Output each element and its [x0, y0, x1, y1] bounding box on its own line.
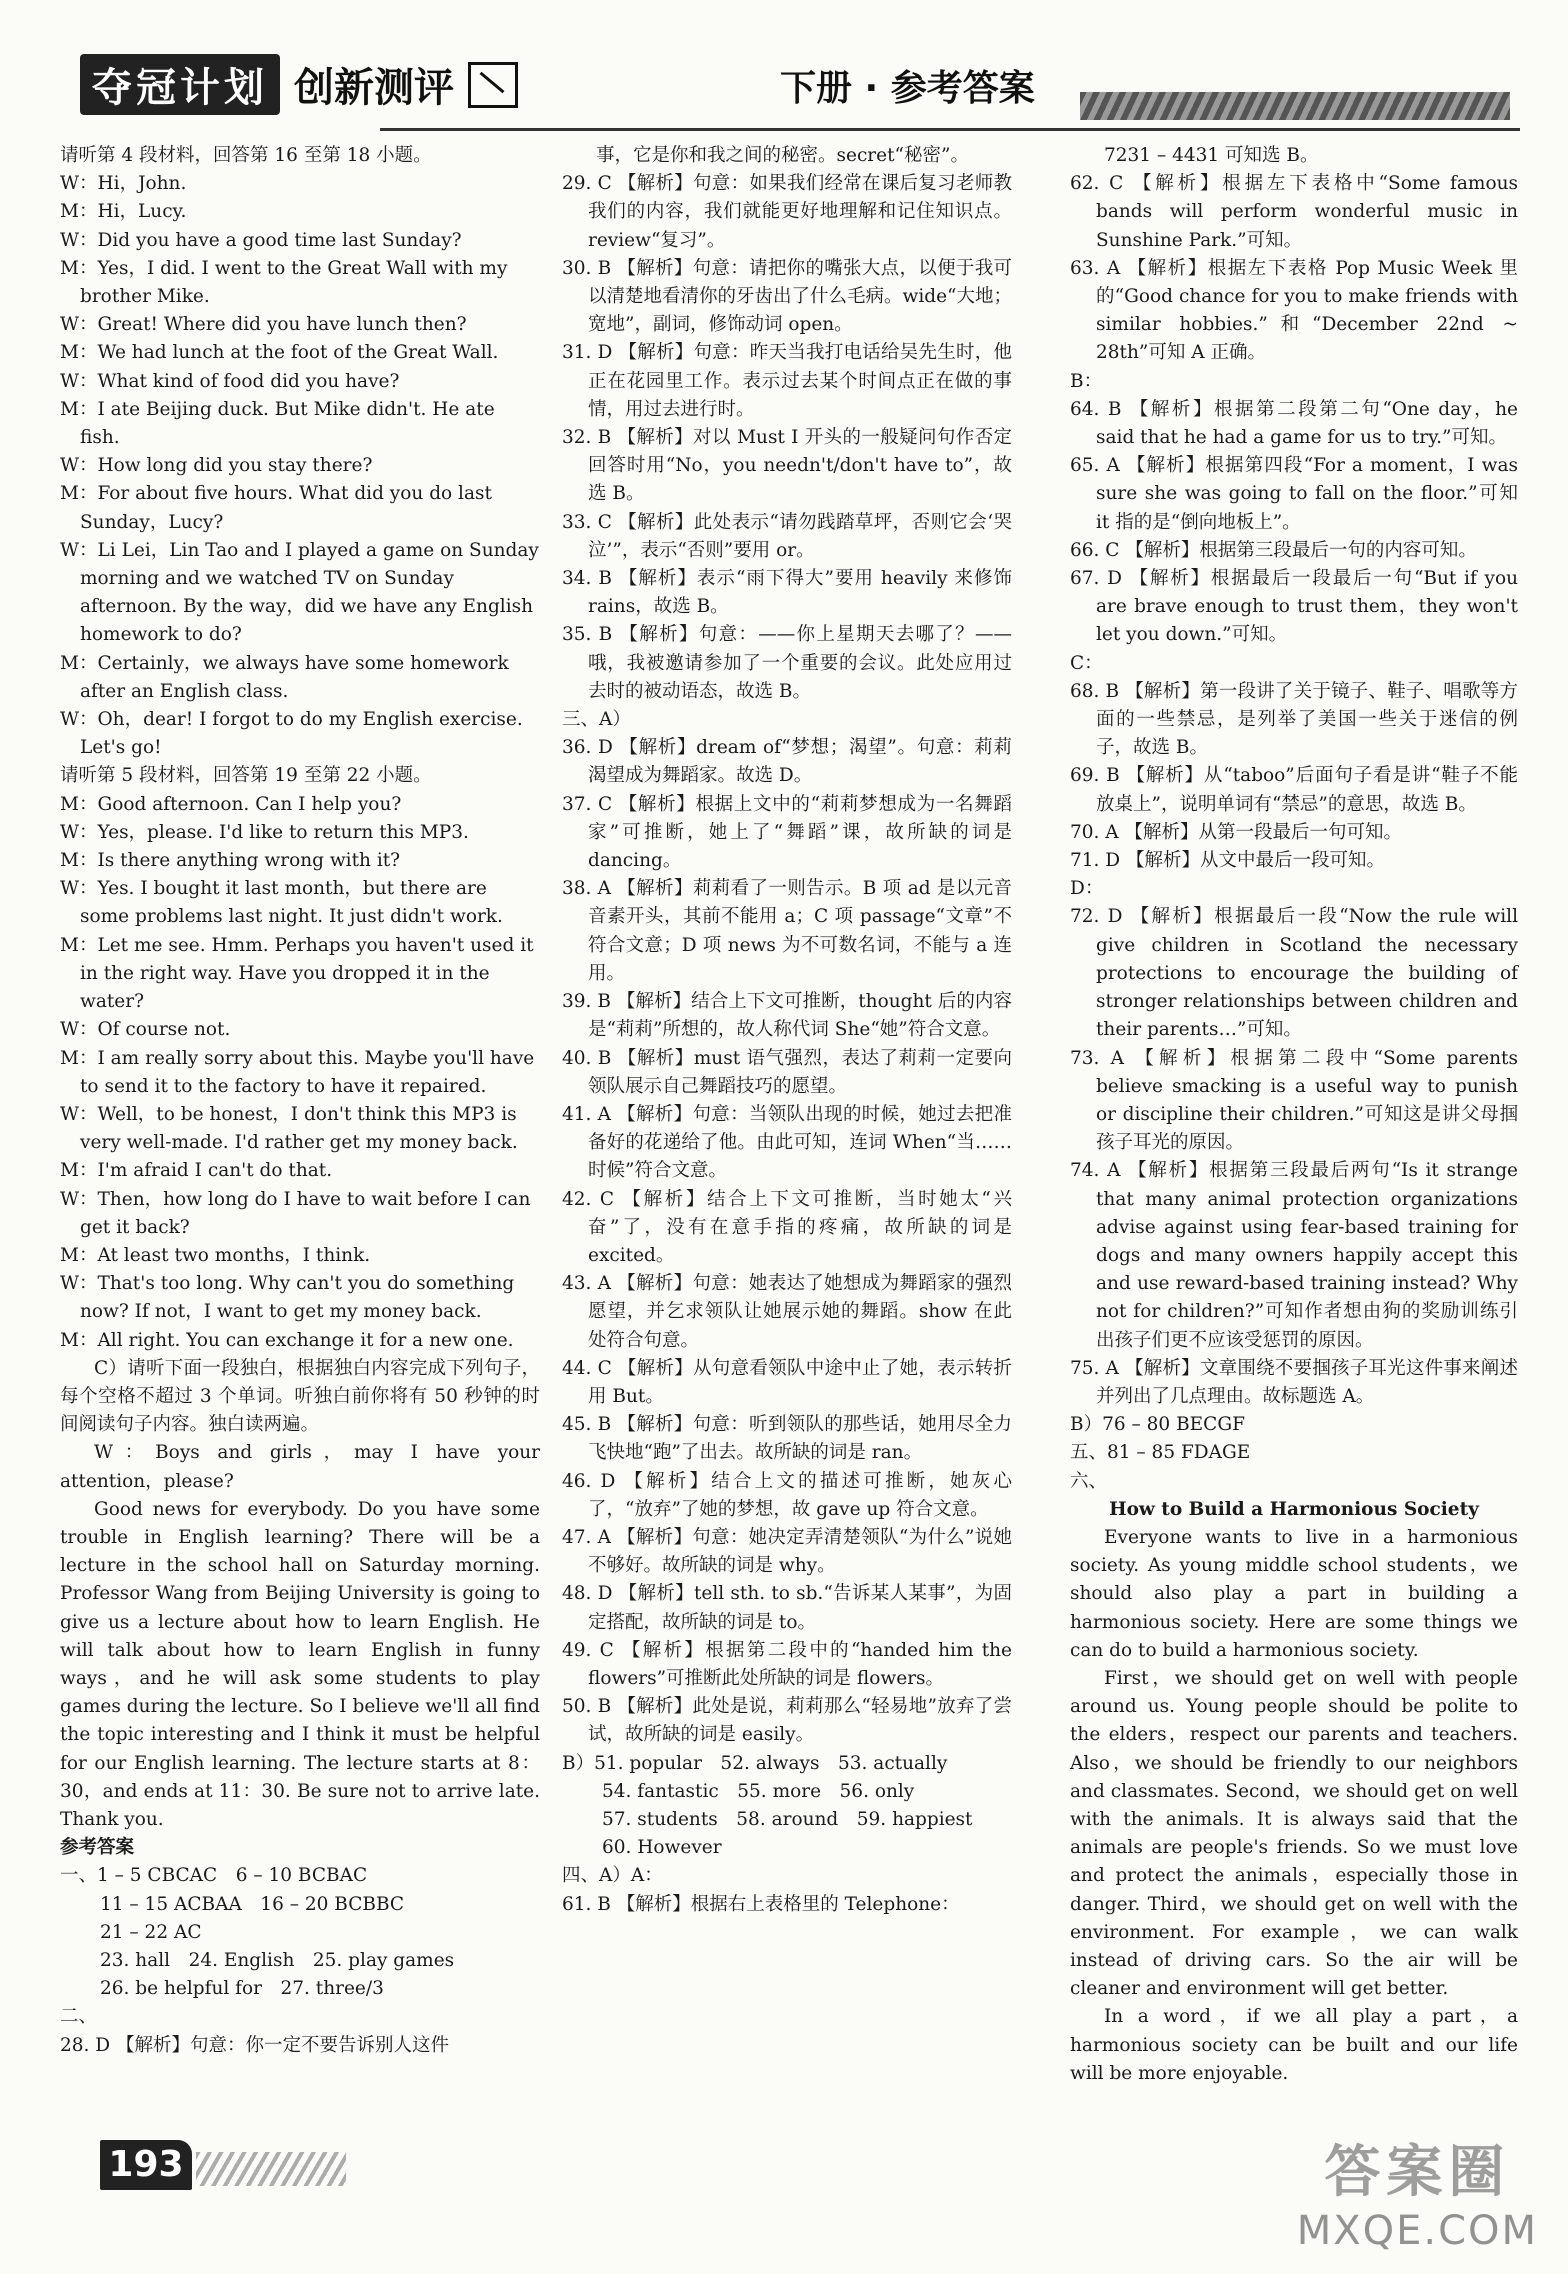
column-right [1070, 142, 1518, 2088]
page-header [0, 0, 1568, 140]
col1-line: 请听第 5 段材料，回答第 19 至第 22 小题。 [60, 765, 432, 787]
col2-line: 32. B 【解析】对以 Must I 开头的一般疑问句作否定回答时用“No，you needn't/don't have to”，故选 B。 [562, 427, 1012, 505]
col2-line: 54. fantastic 55. more 56. only [602, 1780, 915, 1802]
col1-line: W：Boys and girls，may I have your attention，please? [60, 1442, 540, 1492]
col2-line: 49. C 【解析】根据第二段中的“handed him the flowers”可推断此处所缺的词是 flowers。 [562, 1639, 1012, 1689]
col1-line: W：Hi，John. [60, 173, 187, 195]
col1-line: M：I ate Beijing duck. But Mike didn't. He ate fish. [60, 398, 495, 449]
brand-logo: 夺冠计划 [80, 54, 280, 115]
brand-subtitle: 创新测评 [294, 65, 454, 111]
col1-line: W：Well，to be honest，I don't think this MP3 is very well-made. I'd rather get my money back. [60, 1103, 518, 1154]
col2-line: 30. B 【解析】句意：请把你的嘴张大点，以便于我可以清楚地看清你的牙齿出了什么毛病。wide“大地；宽地”，副词，修饰动词 open。 [562, 257, 1013, 336]
col3-line: B： [1070, 370, 1103, 392]
col1-line: W：How long did you stay there? [60, 455, 373, 477]
col1-line: M：Good afternoon. Can I help you? [60, 793, 402, 815]
col1-line: 28. D 【解析】句意：你一定不要告诉别人这件 [60, 2034, 450, 2056]
col3-line: 74. A 【解析】根据第三段最后两句“Is it strange that many animal protection organizations advise against using fear-based training for dogs and many owners happily accept this and use reward-based training instead? Why not for children?”可知作者想由狗的奖励训练引出孩子们更不应该受惩罚的原因。 [1070, 1160, 1518, 1351]
col3-line: In a word，if we all play a part，a harmonious society can be built and our life will be more enjoyable. [1070, 2006, 1518, 2084]
col2-line: 42. C 【解析】结合上下文可推断，当时她太“兴奋”了，没有在意手指的疼痛，故所缺的词是 excited。 [562, 1188, 1012, 1266]
col3-line: 64. B 【解析】根据第二段第二句“One day，he said that he had a game for us to try.”可知。 [1070, 398, 1518, 449]
watermark-seal: 答案圈 [1324, 2140, 1511, 2205]
col2-line: 34. B 【解析】表示“雨下得大”要用 heavily 来修饰 rains，故选 B。 [562, 568, 1012, 618]
header-rule [380, 128, 1520, 131]
col1-line: 请听第 4 段材料，回答第 16 至第 18 小题。 [60, 145, 432, 166]
col1-line: W：Then，how long do I have to wait before I can get it back? [60, 1188, 531, 1238]
col1-line: M：For about five hours. What did you do last Sunday，Lucy? [60, 483, 492, 533]
col3-line: How to Build a Harmonious Society [1109, 1498, 1479, 1520]
col1-line: 23. hall 24. English 25. play games [100, 1950, 455, 1971]
col3-line: 六、 [1070, 1470, 1108, 1492]
footer-decor [196, 2152, 346, 2186]
col2-line: 40. B 【解析】must 语气强烈，表达了莉莉一定要向领队展示自己舞蹈技巧的愿望。 [562, 1047, 1012, 1097]
col3-line: 66. C 【解析】根据第三段最后一句的内容可知。 [1070, 539, 1477, 561]
col2-line: 61. B 【解析】根据右上表格里的 Telephone： [562, 1893, 960, 1915]
col2-line: 事，它是你和我之间的秘密。secret“秘密”。 [596, 145, 969, 166]
col2-line: 41. A 【解析】句意：当领队出现的时候，她过去把准备好的花递给了他。由此可知，连词 When“当……时候”符合文意。 [562, 1103, 1012, 1182]
col1-line: M：We had lunch at the foot of the Great Wall. [60, 342, 499, 364]
col1-line: M：Is there anything wrong with it? [60, 850, 401, 872]
col1-line: M：At least two months，I think. [60, 1244, 371, 1266]
col3-line: B）76 – 80 BECGF [1070, 1414, 1245, 1436]
col2-line: 33. C 【解析】此处表示“请勿践踏草坪，否则它会‘哭泣’”，表示“否则”要用 or。 [562, 511, 1012, 561]
col3-line: 67. D 【解析】根据最后一段最后一句“But if you are brave enough to trust them，they won't let you down.”可知。 [1070, 568, 1518, 646]
page-footer [100, 2140, 240, 2200]
col2-line: 47. A 【解析】句意：她决定弄清楚领队“为什么”说她不够好。故所缺的词是 why。 [562, 1526, 1012, 1577]
col3-line: 70. A 【解析】从第一段最后一句可知。 [1070, 821, 1403, 843]
watermark-url: MXQE.COM [1296, 2208, 1538, 2254]
col3-line: Everyone wants to live in a harmonious society. As young middle school students，we should also play a part in building a harmonious society. Here are some things we can do to build a harmonious society. [1070, 1526, 1518, 1661]
col1-line: M：All right. You can exchange it for a new one. [60, 1329, 514, 1351]
col2-line: 35. B 【解析】句意：——你上星期天去哪了？——哦，我被邀请参加了一个重要的会议。此处应用过去时的被动语态，故选 B。 [562, 624, 1012, 702]
col3-line: C： [1070, 652, 1103, 674]
col3-line: D： [1070, 878, 1104, 900]
col3-line: 72. D 【解析】根据最后一段“Now the rule will give children in Scotland the necessary protections to encourage the building of stronger relationships between children and their parents…”可知。 [1070, 906, 1518, 1041]
col3-line: 73. A 【解析】根据第二段中“Some parents believe smacking is a useful way to punish or discipline their children.”可知这是讲父母掴孩子耳光的原因。 [1070, 1047, 1518, 1154]
col2-line: 38. A 【解析】莉莉看了一则告示。B 项 ad 是以元音音素开头，其前不能用 a；C 项 passage“文章”不符合文意；D 项 news 为不可数名词，不能与 a 连用。 [562, 878, 1012, 984]
section-title: 下册 · 参考答案 [780, 68, 1035, 109]
col3-line: 65. A 【解析】根据第四段“For a moment，I was sure she was going to fall on the floor.”可知 it 指的是“倒向地板上”。 [1070, 455, 1518, 533]
col1-line: M：I am really sorry about this. Maybe you'll have to send it to the factory to have it repaired. [60, 1047, 535, 1097]
col1-line: Good news for everybody. Do you have some trouble in English learning? There will be a lecture in the school hall on Saturday morning. Professor Wang from Beijing University is going to give us a lecture about how to learn English. He will talk about how to learn English in funny ways，and he will ask some students to play games during the lecture. So I believe we'll all find the topic interesting and I think it must be helpful for our English learning. The lecture starts at 8：30，and ends at 11：30. Be sure not to arrive late. Thank you. [60, 1498, 540, 1830]
col1-line: W：Great! Where did you have lunch then? [60, 314, 467, 336]
col3-line: 71. D 【解析】从文中最后一段可知。 [1070, 850, 1386, 872]
col2-line: 60. However [602, 1837, 722, 1859]
page-number: 193 [100, 2140, 192, 2190]
column-left [60, 142, 540, 2060]
col2-line: 39. B 【解析】结合上下文可推断，thought 后的内容是“莉莉”所想的，故人称代词 She“她”符合文意。 [562, 991, 1012, 1041]
col1-line: M：Hi，Lucy. [60, 201, 187, 223]
col1-line: W：That's too long. Why can't you do something now? If not，I want to get my money back. [60, 1273, 515, 1323]
col2-line: 45. B 【解析】句意：听到领队的那些话，她用尽全力飞快地“跑”了出去。故所缺的词是 ran。 [562, 1414, 1012, 1464]
col3-line: First，we should get on well with people around us. Young people should be polite to the elders，respect our parents and teachers. Also，we should be friendly to our neighbors and classmates. Second，we should get on well with the animals. It is always said that the animals are people's friends. So we must love and protect the animals，especially those in danger. Third，we should get on well with the environment. For example，we can walk instead of driving cars. So the air will be cleaner and environment will get better. [1070, 1667, 1518, 2000]
header-decor-bar [1080, 92, 1510, 120]
col2-line: 57. students 58. around 59. happiest [602, 1808, 973, 1830]
col2-line: 29. C 【解析】句意：如果我们经常在课后复习老师教我们的内容，我们就能更好地理解和记住知识点。review“复习”。 [562, 173, 1012, 251]
column-middle [562, 142, 1012, 1919]
col2-line: 43. A 【解析】句意：她表达了她想成为舞蹈家的强烈愿望，并乞求领队让她展示她的舞蹈。show 在此处符合句意。 [562, 1273, 1012, 1351]
col1-line: W：Oh，dear! I forgot to do my English exercise. Let's go! [60, 709, 523, 759]
col2-line: 36. D 【解析】dream of“梦想；渴望”。句意：莉莉渴望成为舞蹈家。故选 D。 [562, 737, 1012, 787]
col1-line: W：Of course not. [60, 1019, 231, 1041]
col1-line: W：Did you have a good time last Sunday? [60, 229, 462, 251]
col2-line: 48. D 【解析】tell sth. to sb.“告诉某人某事”，为固定搭配，故所缺的词是 to。 [562, 1583, 1012, 1633]
col1-line: M：Yes，I did. I went to the Great Wall with my brother Mike. [60, 257, 508, 308]
col2-line: B）51. popular 52. always 53. actually [562, 1752, 948, 1774]
col3-line: 7231 – 4431 可知选 B。 [1104, 145, 1319, 166]
col1-line: M：I'm afraid I can't do that. [60, 1160, 333, 1182]
brand [80, 54, 518, 115]
col3-line: 五、81 – 85 FDAGE [1070, 1442, 1251, 1464]
checkmark-icon [468, 62, 518, 108]
col3-line: 69. B 【解析】从“taboo”后面句子看是讲“鞋子不能放桌上”，说明单词有“禁忌”的意思，故选 B。 [1070, 765, 1518, 815]
col1-line: C）请听下面一段独白，根据独白内容完成下列句子，每个空格不超过 3 个单词。听独白前你将有 50 秒钟的时间阅读句子内容。独白读两遍。 [60, 1357, 540, 1436]
col2-line: 50. B 【解析】此处是说，莉莉那么“轻易地”放弃了尝试，故所缺的词是 easily。 [562, 1696, 1012, 1746]
col1-line: M：Certainly，we always have some homework after an English class. [60, 652, 509, 702]
col3-line: 68. B 【解析】第一段讲了关于镜子、鞋子、唱歌等方面的一些禁忌，是列举了美国一些关于迷信的例子，故选 B。 [1070, 680, 1518, 759]
col1-line: 参考答案 [60, 1837, 135, 1859]
col1-line: 21 – 22 AC [100, 1921, 202, 1943]
col1-line: 一、1 – 5 CBCAC 6 – 10 BCBAC [60, 1865, 368, 1887]
col2-line: 31. D 【解析】句意：昨天当我打电话给吴先生时，他正在花园里工作。表示过去某个时间点正在做的事情，用过去进行时。 [562, 342, 1012, 420]
col2-line: 46. D 【解析】结合上文的描述可推断，她灰心了，“放弃”了她的梦想，故 gave up 符合文意。 [562, 1470, 1012, 1520]
col1-line: 11 – 15 ACBAA 16 – 20 BCBBC [100, 1893, 405, 1915]
col3-line: 75. A 【解析】文章围绕不要掴孩子耳光这件事来阐述并列出了几点理由。故标题选 A。 [1070, 1357, 1518, 1407]
col1-line: 26. be helpful for 27. three/3 [100, 1978, 384, 2000]
watermark [1297, 2128, 1538, 2254]
col1-line: 二、 [60, 2006, 98, 2028]
col2-line: 44. C 【解析】从句意看领队中途中止了她，表示转折用 But。 [562, 1357, 1012, 1407]
col1-line: W：Yes，please. I'd like to return this MP3. [60, 821, 469, 843]
col2-line: 三、A） [562, 709, 631, 731]
col1-line: W：Yes. I bought it last month，but there are some problems last night. It just didn't work. [60, 878, 503, 928]
col2-line: 37. C 【解析】根据上文中的“莉莉梦想成为一名舞蹈家”可推断，她上了“舞蹈”课，故所缺的词是 dancing。 [562, 793, 1012, 872]
col1-line: M：Let me see. Hmm. Perhaps you haven't used it in the right way. Have you dropped it in the water? [60, 934, 534, 1013]
col3-line: 62. C 【解析】根据左下表格中“Some famous bands will perform wonderful music in Sunshine Park.”可知。 [1070, 173, 1518, 251]
col1-line: W：What kind of food did you have? [60, 370, 400, 392]
col2-line: 四、A）A： [562, 1865, 663, 1887]
col3-line: 63. A 【解析】根据左下表格 Pop Music Week 里的“Good chance for you to make friends with similar hobbies.”和“December 22nd ~ 28th”可知 A 正确。 [1070, 257, 1518, 364]
col1-line: W：Li Lei，Lin Tao and I played a game on Sunday morning and we watched TV on Sunday afternoon. By the way，did we have any English homework to do? [60, 539, 539, 646]
